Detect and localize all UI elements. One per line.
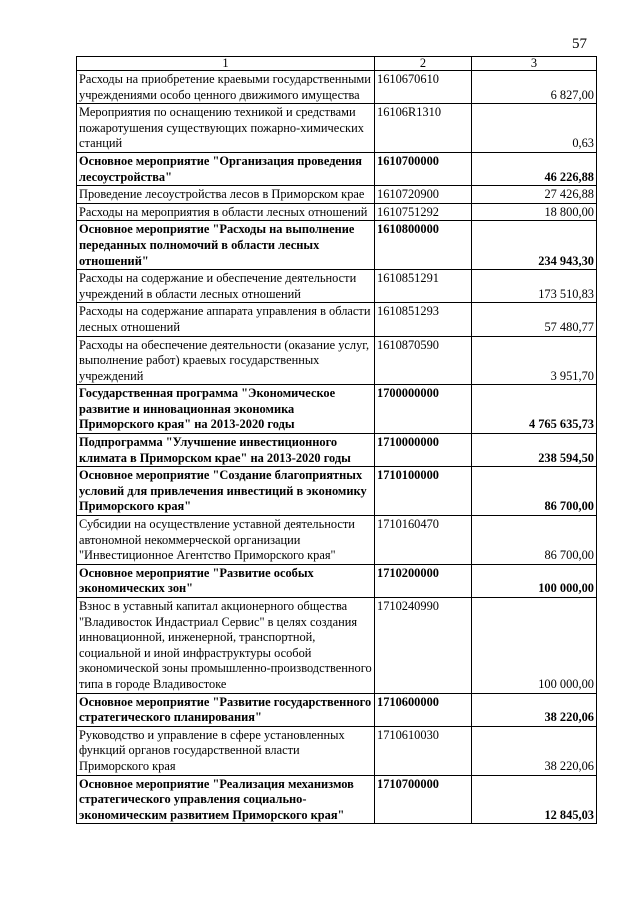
row-amount-cell: 4 765 635,73 xyxy=(472,385,597,434)
row-name-cell: Основное мероприятие "Развитие государственного стратегического планирования" xyxy=(77,693,375,726)
row-code-cell: 1610800000 xyxy=(375,221,472,270)
row-code-cell: 1610751292 xyxy=(375,203,472,221)
row-amount-cell: 57 480,77 xyxy=(472,303,597,336)
row-name-cell: Расходы на содержание и обеспечение деятельности учреждений в области лесных отношений xyxy=(77,270,375,303)
row-code-cell: 1710100000 xyxy=(375,467,472,516)
row-code-cell: 1710700000 xyxy=(375,775,472,824)
row-amount-cell: 38 220,06 xyxy=(472,726,597,775)
row-name-cell: Расходы на приобретение краевыми государственными учреждениями особо ценного движимого имущества xyxy=(77,71,375,104)
table-row xyxy=(77,203,597,221)
row-name-cell: Расходы на содержание аппарата управления в области лесных отношений xyxy=(77,303,375,336)
row-amount-cell: 18 800,00 xyxy=(472,203,597,221)
row-name-cell: Руководство и управление в сфере установленных функций органов государственной власти Приморского края xyxy=(77,726,375,775)
row-amount-cell: 6 827,00 xyxy=(472,71,597,104)
row-amount-cell: 0,63 xyxy=(472,104,597,153)
row-code-cell: 1610700000 xyxy=(375,152,472,185)
row-amount-cell: 100 000,00 xyxy=(472,564,597,597)
table-row xyxy=(77,775,597,824)
row-amount-cell: 100 000,00 xyxy=(472,598,597,694)
table-row xyxy=(77,270,597,303)
row-code-cell: 1710610030 xyxy=(375,726,472,775)
row-name-cell: Мероприятия по оснащению техникой и средствами пожаротушения существующих пожарно-химических станций xyxy=(77,104,375,153)
row-amount-cell: 86 700,00 xyxy=(472,516,597,565)
row-code-cell: 1610851293 xyxy=(375,303,472,336)
table-row xyxy=(77,467,597,516)
budget-table-body xyxy=(77,57,597,824)
row-code-cell: 1610851291 xyxy=(375,270,472,303)
table-row xyxy=(77,336,597,385)
table-row xyxy=(77,71,597,104)
column-number-3: 3 xyxy=(472,57,597,71)
table-row xyxy=(77,564,597,597)
column-number-2: 2 xyxy=(375,57,472,71)
row-name-cell: Государственная программа "Экономическое развитие и инновационная экономика Приморского края" на 2013-2020 годы xyxy=(77,385,375,434)
row-amount-cell: 46 226,88 xyxy=(472,152,597,185)
row-code-cell: 1710160470 xyxy=(375,516,472,565)
table-row xyxy=(77,598,597,694)
table-row xyxy=(77,152,597,185)
row-code-cell: 1610870590 xyxy=(375,336,472,385)
row-code-cell: 1610670610 xyxy=(375,71,472,104)
row-code-cell: 16106R1310 xyxy=(375,104,472,153)
table-row xyxy=(77,385,597,434)
row-name-cell: Субсидии на осуществление уставной деятельности автономной некоммерческой организации "Инвестиционное Агентство Приморского края" xyxy=(77,516,375,565)
row-code-cell: 1710240990 xyxy=(375,598,472,694)
table-row xyxy=(77,516,597,565)
row-name-cell: Основное мероприятие "Создание благоприятных условий для привлечения инвестиций в экономику Приморского края" xyxy=(77,467,375,516)
column-number-1: 1 xyxy=(77,57,375,71)
row-amount-cell: 38 220,06 xyxy=(472,693,597,726)
row-amount-cell: 3 951,70 xyxy=(472,336,597,385)
row-name-cell: Проведение лесоустройства лесов в Приморском крае xyxy=(77,186,375,204)
table-row xyxy=(77,186,597,204)
row-name-cell: Основное мероприятие "Развитие особых экономических зон" xyxy=(77,564,375,597)
budget-table xyxy=(76,56,597,824)
row-amount-cell: 27 426,88 xyxy=(472,186,597,204)
row-code-cell: 1710600000 xyxy=(375,693,472,726)
row-code-cell: 1610720900 xyxy=(375,186,472,204)
table-row xyxy=(77,221,597,270)
table-row xyxy=(77,104,597,153)
page-number: 57 xyxy=(572,36,587,52)
row-name-cell: Основное мероприятие "Реализация механизмов стратегического управления социально-экономическим развитием Приморского края" xyxy=(77,775,375,824)
row-code-cell: 1710000000 xyxy=(375,434,472,467)
row-code-cell: 1710200000 xyxy=(375,564,472,597)
table-row xyxy=(77,303,597,336)
row-name-cell: Основное мероприятие "Организация проведения лесоустройства" xyxy=(77,152,375,185)
row-code-cell: 1700000000 xyxy=(375,385,472,434)
row-amount-cell: 86 700,00 xyxy=(472,467,597,516)
row-name-cell: Расходы на мероприятия в области лесных отношений xyxy=(77,203,375,221)
table-row xyxy=(77,693,597,726)
row-amount-cell: 12 845,03 xyxy=(472,775,597,824)
table-row xyxy=(77,726,597,775)
row-amount-cell: 173 510,83 xyxy=(472,270,597,303)
row-name-cell: Расходы на обеспечение деятельности (оказание услуг, выполнение работ) краевых государственных учреждений xyxy=(77,336,375,385)
row-amount-cell: 234 943,30 xyxy=(472,221,597,270)
row-name-cell: Взнос в уставный капитал акционерного общества "Владивосток Индастриал Сервис" в целях создания инновационной, инженерной, транспортной, социальной и иной инфраструктуры особой экономической зоны промышленно-производственного типа в городе Владивостоке xyxy=(77,598,375,694)
table-row xyxy=(77,434,597,467)
row-name-cell: Основное мероприятие "Расходы на выполнение переданных полномочий в области лесных отношений" xyxy=(77,221,375,270)
column-number-row xyxy=(77,57,597,71)
row-name-cell: Подпрограмма "Улучшение инвестиционного климата в Приморском крае" на 2013-2020 годы xyxy=(77,434,375,467)
row-amount-cell: 238 594,50 xyxy=(472,434,597,467)
